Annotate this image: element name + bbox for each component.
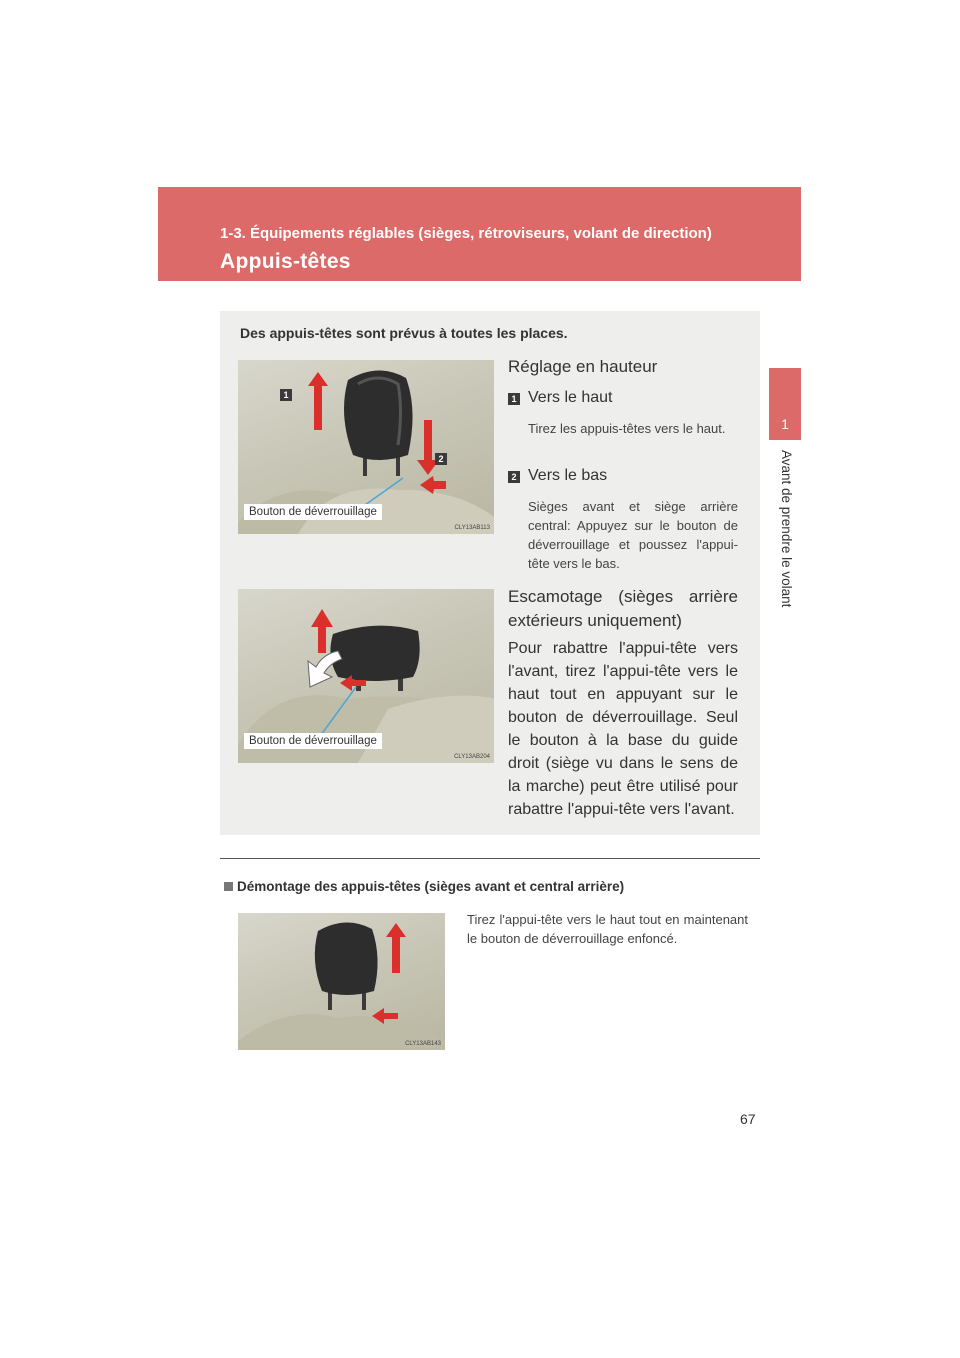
fold-heading: Escamotage (sièges arrière extérieurs uniquement)	[508, 587, 738, 630]
item-text-down: Sièges avant et siège arrière central: Appuyez sur le bouton de déverrouillage et poussez l'appui-tête vers le bas.	[528, 499, 738, 571]
figure-height-adjust	[238, 360, 494, 534]
headrest-illustration-3	[238, 913, 445, 1050]
item-number: 2	[508, 471, 520, 483]
up-arrow-icon	[308, 372, 328, 430]
fold-text: Pour rabattre l'appui-tête vers l'avant, tirez l'appui-tête vers le haut tout en appuyant sur le bouton de déverrouillage. Seul le bouton à la base du guide droit (siège vu dans le sens de la marche) peut être utilisé pour rabattre l'appui-tête vers l'avant.	[508, 640, 738, 818]
item-title-up: Vers le haut	[528, 389, 613, 406]
item-text-up: Tirez les appuis-têtes vers le haut.	[528, 421, 726, 436]
figure-removal	[238, 913, 445, 1050]
chapter-label: Avant de prendre le volant	[779, 450, 794, 608]
height-adjust-heading: Réglage en hauteur	[508, 357, 658, 376]
release-button-label: Bouton de déverrouillage	[244, 733, 382, 749]
chapter-number: 1	[781, 416, 789, 432]
chapter-side-label	[778, 450, 796, 620]
section-label: 1-3. Équipements réglables (sièges, rétroviseurs, volant de direction)	[220, 225, 712, 242]
divider	[220, 858, 760, 859]
figure-code: CLY13AB143	[405, 1041, 441, 1047]
chapter-header	[158, 187, 801, 281]
figure-code: CLY13AB204	[454, 754, 490, 760]
page-title: Appuis-têtes	[220, 250, 351, 273]
intro-text: Des appuis-têtes sont prévus à toutes les places.	[240, 325, 568, 341]
page-number: 67	[740, 1111, 756, 1127]
up-arrow-icon	[386, 923, 406, 973]
item-title-down: Vers le bas	[528, 467, 608, 484]
bullet-square-icon	[224, 882, 233, 891]
marker-up: 1	[280, 389, 292, 401]
figure-code: CLY13AB113	[454, 525, 490, 531]
marker-down: 2	[435, 453, 447, 465]
removal-text: Tirez l'appui-tête vers le haut tout en maintenant le bouton de déverrouillage enfoncé.	[467, 912, 748, 946]
down-arrow-icon	[417, 420, 439, 475]
figure-fold	[238, 589, 494, 763]
chapter-tab[interactable]	[769, 368, 801, 440]
up-arrow-icon	[311, 609, 333, 653]
removal-heading: Démontage des appuis-têtes (sièges avant et central arrière)	[224, 879, 624, 894]
item-number: 1	[508, 393, 520, 405]
info-box	[220, 311, 760, 835]
release-button-label: Bouton de déverrouillage	[244, 504, 382, 520]
